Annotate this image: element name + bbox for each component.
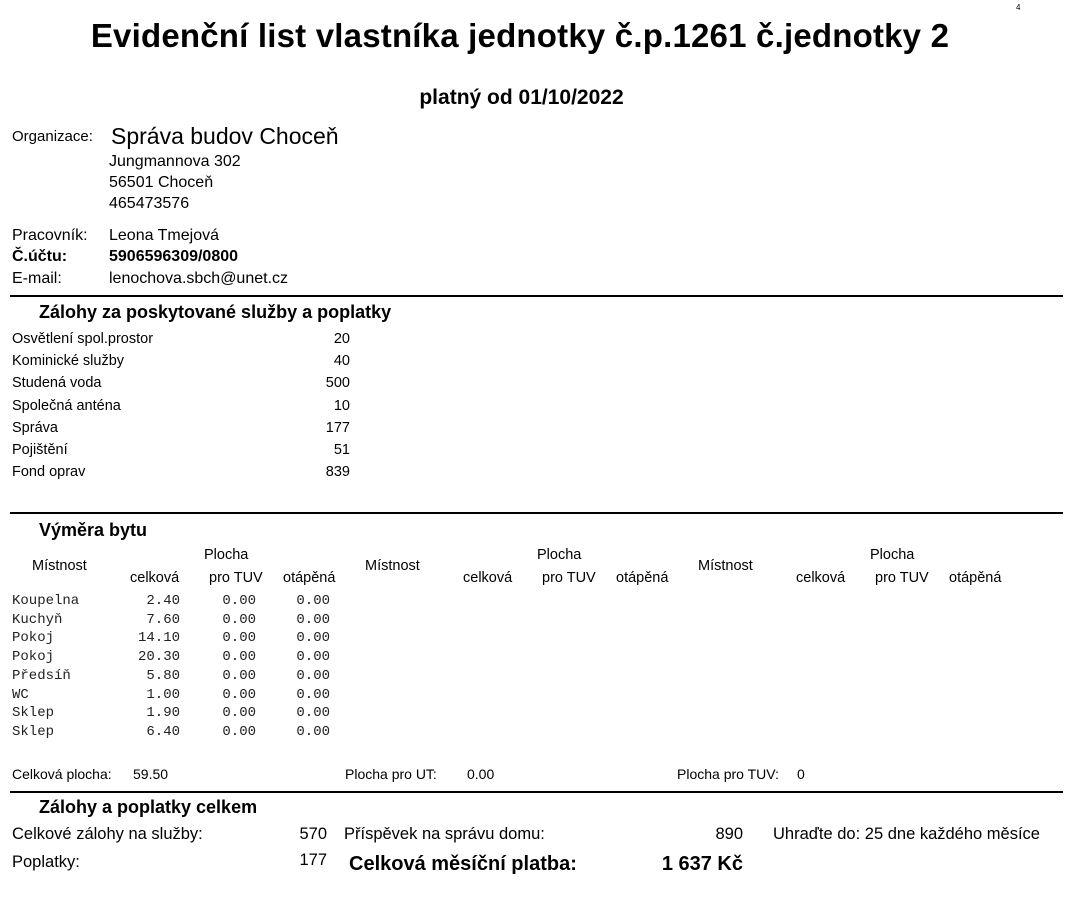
total-area-cell: 6.40 <box>146 723 180 740</box>
organization-street: Jungmannova 302 <box>109 153 241 170</box>
column-header-area-group: Plocha <box>537 547 582 563</box>
tuv-area-cell: 0.00 <box>222 686 256 703</box>
service-value: 500 <box>325 375 350 392</box>
room-cell: Koupelna <box>12 593 80 609</box>
service-value: 10 <box>333 397 350 414</box>
due-date: Uhraďte do: 25 dne každého měsíce <box>773 825 1040 843</box>
heated-area-cell: 0.00 <box>296 611 330 628</box>
total-area-cell: 14.10 <box>137 630 180 647</box>
service-value: 51 <box>333 442 350 458</box>
service-value: 839 <box>325 464 350 481</box>
service-label: Pojištění <box>12 442 68 458</box>
service-label: Kominické služby <box>12 353 125 370</box>
email-value: lenochova.sbch@unet.cz <box>109 270 289 287</box>
tuv-area-cell: 0.00 <box>222 630 256 647</box>
organization-city: 56501 Choceň <box>109 174 214 191</box>
column-header-area-group: Plocha <box>870 547 915 563</box>
fees-label: Poplatky: <box>12 853 80 871</box>
total-area-value: 59.50 <box>133 766 169 782</box>
area-title: Výměra bytu <box>39 520 148 540</box>
heated-area-cell: 0.00 <box>296 593 330 609</box>
service-label: Společná anténa <box>12 397 121 414</box>
monthly-payment-value: 1 637 Kč <box>661 853 743 875</box>
services-title: Zálohy za poskytované služby a poplatky <box>39 302 392 322</box>
column-header-room: Místnost <box>698 558 753 574</box>
worker-label: Pracovník: <box>12 227 88 244</box>
column-header-total: celková <box>130 570 180 586</box>
heated-area-cell: 0.00 <box>296 723 330 740</box>
tuv-area-cell: 0.00 <box>222 611 256 628</box>
tuv-area-cell: 0.00 <box>222 593 256 609</box>
column-header-total: celková <box>796 570 846 586</box>
total-area-cell: 1.00 <box>146 686 180 703</box>
column-header-room: Místnost <box>365 558 420 574</box>
account-label: Č.účtu: <box>12 248 68 265</box>
page-number: 4 <box>1016 3 1021 12</box>
room-cell: Pokoj <box>12 649 55 666</box>
service-value: 40 <box>333 353 350 370</box>
column-header-tuv: pro TUV <box>209 570 263 586</box>
organization-name: Správa budov Choceň <box>111 123 339 149</box>
column-header-tuv: pro TUV <box>542 570 596 586</box>
tuv-area-label: Plocha pro TUV: <box>677 766 779 782</box>
room-cell: Předsíň <box>12 667 71 684</box>
service-label: Osvětlení spol.prostor <box>12 331 154 347</box>
service-value: 177 <box>325 419 350 436</box>
heated-area-cell: 0.00 <box>296 686 330 703</box>
column-header-total: celková <box>463 570 513 586</box>
document-title: Evidenční list vlastníka jednotky č.p.1261 č.jednotky 2 <box>90 17 950 54</box>
services-total-value: 570 <box>299 825 327 843</box>
service-label: Fond oprav <box>12 464 86 481</box>
total-area-cell: 20.30 <box>137 649 180 666</box>
contribution-label: Příspěvek na správu domu: <box>344 825 545 843</box>
services-total-label: Celkové zálohy na služby: <box>12 825 203 843</box>
column-header-heated: otápěná <box>949 570 1002 586</box>
divider <box>10 512 1063 514</box>
heated-area-cell: 0.00 <box>296 649 330 666</box>
room-cell: WC <box>12 686 29 703</box>
account-number: 5906596309/0800 <box>109 248 239 265</box>
total-area-cell: 7.60 <box>146 611 180 628</box>
service-label: Studená voda <box>12 375 102 392</box>
column-header-tuv: pro TUV <box>875 570 929 586</box>
divider <box>10 791 1063 793</box>
divider <box>10 295 1063 297</box>
total-area-cell: 2.40 <box>146 593 180 609</box>
valid-from: platný od 01/10/2022 <box>419 86 624 109</box>
ut-area-label: Plocha pro UT: <box>345 766 437 782</box>
room-cell: Sklep <box>12 723 55 740</box>
monthly-payment-label: Celková měsíční platba: <box>349 853 577 875</box>
tuv-area-cell: 0.00 <box>222 667 256 684</box>
contribution-value: 890 <box>715 825 743 843</box>
service-label: Správa <box>12 419 58 436</box>
organization-phone: 465473576 <box>109 195 190 212</box>
email-label: E-mail: <box>12 270 62 287</box>
total-area-cell: 5.80 <box>146 667 180 684</box>
service-value: 20 <box>333 331 350 347</box>
column-header-heated: otápěná <box>616 570 669 586</box>
room-cell: Sklep <box>12 705 55 722</box>
column-header-room: Místnost <box>32 558 87 574</box>
heated-area-cell: 0.00 <box>296 667 330 684</box>
tuv-area-cell: 0.00 <box>222 723 256 740</box>
tuv-area-value: 0 <box>797 766 805 782</box>
column-header-area-group: Plocha <box>204 547 249 563</box>
worker-name: Leona Tmejová <box>109 227 219 244</box>
total-area-cell: 1.90 <box>146 705 180 722</box>
organization-label: Organizace: <box>12 128 93 145</box>
tuv-area-cell: 0.00 <box>222 649 256 666</box>
room-cell: Pokoj <box>12 630 55 647</box>
column-header-heated: otápěná <box>283 570 336 586</box>
total-area-label: Celková plocha: <box>12 766 112 782</box>
totals-title: Zálohy a poplatky celkem <box>39 797 258 817</box>
tuv-area-cell: 0.00 <box>222 705 256 722</box>
fees-value: 177 <box>299 851 327 869</box>
room-cell: Kuchyň <box>12 611 63 628</box>
heated-area-cell: 0.00 <box>296 630 330 647</box>
ut-area-value: 0.00 <box>467 766 495 782</box>
heated-area-cell: 0.00 <box>296 705 330 722</box>
